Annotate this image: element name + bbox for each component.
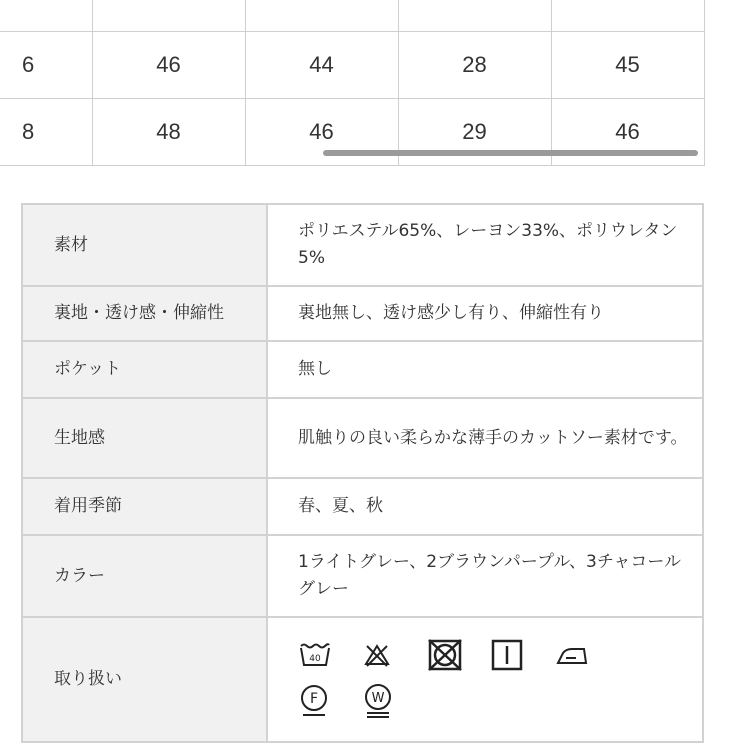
spec-row-season: [22, 478, 703, 535]
spec-value: 春、夏、秋: [267, 478, 703, 535]
table-cell: 48: [92, 99, 245, 166]
table-cell: 8: [0, 99, 92, 166]
spec-row-lining: [22, 286, 703, 341]
spec-label: ポケット: [22, 341, 267, 398]
table-cell: 46: [245, 99, 398, 166]
spec-row-care: [22, 617, 703, 742]
spec-value: 肌触りの良い柔らかな薄手のカットソー素材です。: [267, 398, 703, 478]
table-row: [0, 32, 704, 99]
spec-label: 生地感: [22, 398, 267, 478]
table-cell: 29: [398, 99, 551, 166]
table-cell: 28: [398, 32, 551, 99]
spec-value: 1ライトグレー、2ブラウンパープル、3チャコールグレー: [267, 535, 703, 617]
table-cell: 44: [245, 32, 398, 99]
no-tumble-dry-icon: [426, 632, 490, 678]
spec-value: 裏地無し、透け感少し有り、伸縮性有り: [267, 286, 703, 341]
spec-label: 裏地・透け感・伸縮性: [22, 286, 267, 341]
spec-row-material: [22, 204, 703, 286]
spec-label: 素材: [22, 204, 267, 286]
spec-value: ポリエステル65%、レーヨン33%、ポリウレタン5%: [267, 204, 703, 286]
hang-dry-icon: [490, 632, 554, 678]
svg-text:F: F: [309, 691, 319, 707]
table-cell: 46: [551, 99, 704, 166]
table-cell: [0, 0, 92, 32]
horizontal-scrollbar[interactable]: [323, 150, 698, 156]
spec-value: [267, 617, 703, 742]
no-bleach-icon: [362, 632, 426, 678]
spec-row-pocket: [22, 341, 703, 398]
table-cell: 46: [92, 32, 245, 99]
table-cell: [398, 0, 551, 32]
table-cell: [245, 0, 398, 32]
wash-40-icon: [298, 632, 362, 678]
svg-text:40: 40: [309, 654, 321, 664]
spec-label: 着用季節: [22, 478, 267, 535]
care-icons: [298, 632, 658, 724]
table-row: [0, 0, 704, 32]
table-cell: [92, 0, 245, 32]
spec-label: 取り扱い: [22, 617, 267, 742]
spec-value: 無し: [267, 341, 703, 398]
table-cell: 45: [551, 32, 704, 99]
size-table: [0, 0, 705, 166]
spec-row-color: [22, 535, 703, 617]
spec-label: カラー: [22, 535, 267, 617]
dry-clean-f-icon: [298, 678, 362, 724]
svg-text:W: W: [371, 691, 385, 706]
wet-clean-w-icon: [362, 678, 426, 724]
table-cell: 6: [0, 32, 92, 99]
iron-low-icon: [554, 632, 618, 678]
spec-table: [21, 203, 704, 743]
table-cell: [551, 0, 704, 32]
spec-row-fabric: [22, 398, 703, 478]
